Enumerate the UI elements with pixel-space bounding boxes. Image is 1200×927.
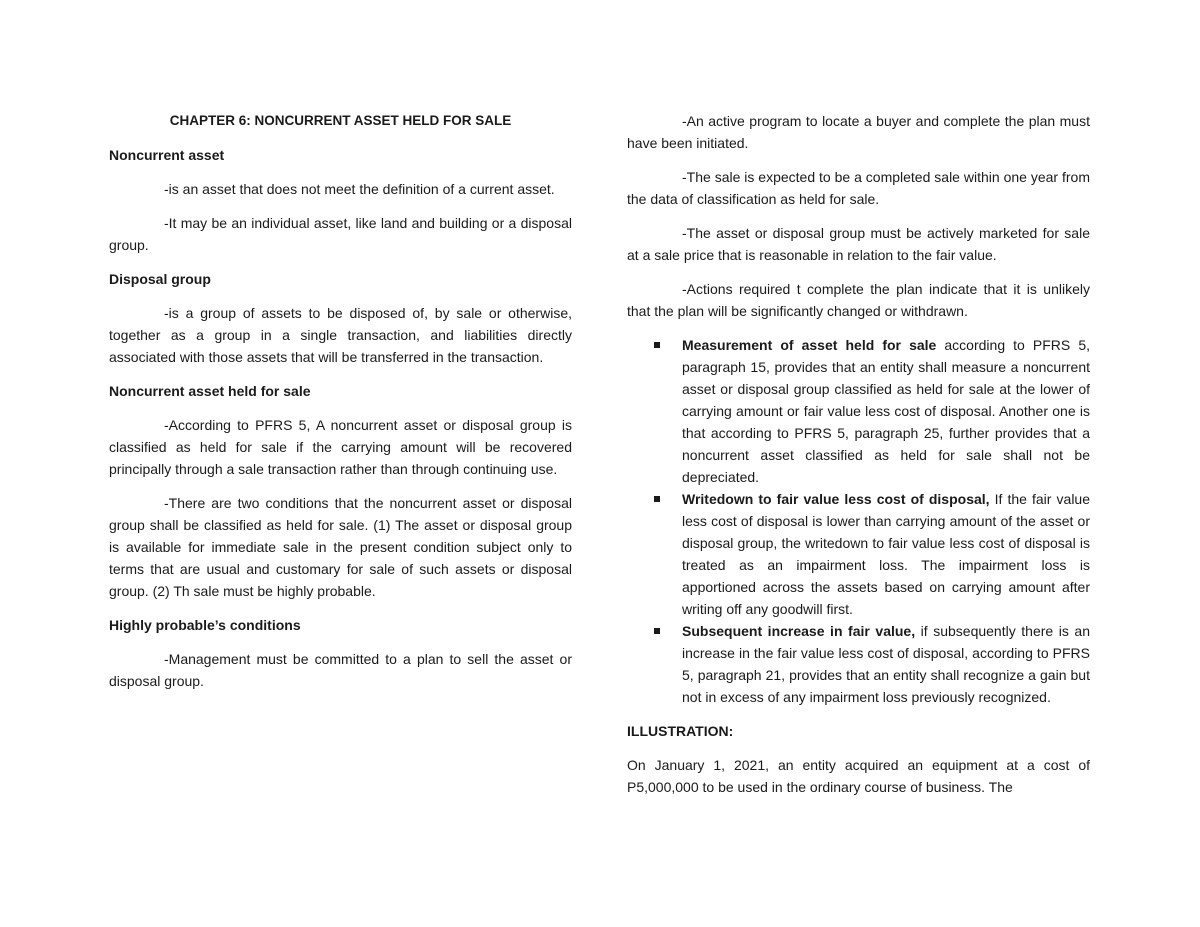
paragraph-noncurrent-definition: -is an asset that does not meet the definition of a current asset. bbox=[164, 181, 555, 197]
heading-held-for-sale: Noncurrent asset held for sale bbox=[109, 383, 311, 399]
heading-highly-probable: Highly probable’s conditions bbox=[109, 617, 301, 633]
paragraph-sale-within-year: -The sale is expected to be a completed sale within one year from the data of classification as held for sale. bbox=[627, 169, 1090, 207]
paragraph-active-program: -An active program to locate a buyer and complete the plan must have been initiated. bbox=[627, 113, 1090, 151]
paragraph-actively-marketed: -The asset or disposal group must be actively marketed for sale at a sale price that is reasonable in relation to the fair value. bbox=[627, 225, 1090, 263]
heading-illustration: ILLUSTRATION: bbox=[627, 723, 734, 739]
list-item bbox=[627, 334, 1090, 488]
bullet-bold-label: Measurement of asset held for sale bbox=[682, 337, 937, 353]
list-item bbox=[627, 488, 1090, 620]
paragraph-two-conditions: -There are two conditions that the noncurrent asset or disposal group shall be classified as held for sale. (1) The asset or disposal group is available for immediate sale in the present condition subject only to terms that are usual and customary for sale of such assets or disposal group. (2) Th sale must be highly probable. bbox=[109, 495, 572, 599]
square-bullet-icon bbox=[654, 342, 660, 348]
heading-noncurrent-asset: Noncurrent asset bbox=[109, 147, 225, 163]
paragraph-disposal-definition: -is a group of assets to be disposed of, by sale or otherwise, together as a group in a single transaction, and liabilities directly associated with those assets that will be transferred in the transaction. bbox=[109, 305, 572, 365]
bullet-text: If the fair value less cost of disposal is lower than carrying amount of the asset or disposal group, the writedown to fair value less cost of disposal is treated as an impairment loss. The impairment loss is apportioned across the assets based on carrying amount after writing off any goodwill first. bbox=[682, 491, 1091, 617]
bullet-text: according to PFRS 5, paragraph 15, provides that an entity shall measure a noncurrent asset or disposal group classified as held for sale at the lower of carrying amount or fair value less cost of disposal. Another one is that according to PFRS 5, paragraph 25, further provides that a noncurrent asset classified as held for sale shall not be depreciated. bbox=[682, 337, 1091, 485]
square-bullet-icon bbox=[654, 496, 660, 502]
paragraph-noncurrent-example: -It may be an individual asset, like land and building or a disposal group. bbox=[109, 215, 572, 253]
chapter-title: CHAPTER 6: NONCURRENT ASSET HELD FOR SALE bbox=[169, 113, 512, 128]
paragraph-illustration: On January 1, 2021, an entity acquired an equipment at a cost of P5,000,000 to be used in the ordinary course of business. The bbox=[627, 757, 1090, 795]
bullet-bold-label: Writedown to fair value less cost of disposal, bbox=[682, 491, 990, 507]
heading-disposal-group: Disposal group bbox=[109, 271, 211, 287]
left-column bbox=[109, 110, 572, 704]
bullet-bold-label: Subsequent increase in fair value, bbox=[682, 623, 916, 639]
paragraph-actions-required: -Actions required t complete the plan indicate that it is unlikely that the plan will be significantly changed or withdrawn. bbox=[627, 281, 1090, 319]
right-column bbox=[627, 110, 1090, 810]
square-bullet-icon bbox=[654, 628, 660, 634]
bullet-text: if subsequently there is an increase in the fair value less cost of disposal, according to PFRS 5, paragraph 21, provides that an entity shall recognize a gain but not in excess of any impairment loss previously recognized. bbox=[682, 623, 1090, 705]
bullet-list bbox=[627, 334, 1090, 708]
paragraph-management-committed: -Management must be committed to a plan to sell the asset or disposal group. bbox=[109, 651, 572, 689]
list-item bbox=[627, 620, 1090, 708]
paragraph-held-for-sale-pfrs5: -According to PFRS 5, A noncurrent asset or disposal group is classified as held for sale if the carrying amount will be recovered principally through a sale transaction rather than through continuing use. bbox=[109, 417, 572, 477]
